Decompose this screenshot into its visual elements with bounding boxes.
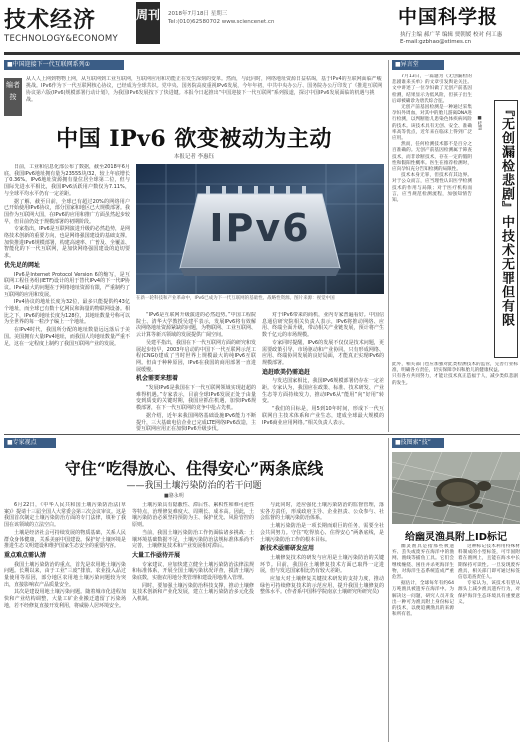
side-author: ■桂慧 <box>477 116 482 130</box>
editors-credits <box>400 32 520 46</box>
picture-feature <box>392 438 520 742</box>
paragraph: 只有各方共同努力，才能让技术真正造福于人，减少类似悲剧的发生。 <box>392 374 518 386</box>
article-column-2 <box>136 312 256 432</box>
paragraph: 土壤污染具有隐蔽性、滞后性、累积性和难可逆性等特点，治理修复难度大、周期长、成本高。因此，土壤污染防治必须坚持预防为主、保护优先、风险管控的原则。 <box>132 502 254 529</box>
main-article <box>4 60 384 432</box>
paragraph: 当前，我国土壤污染防治工作仍面临诸多挑战：土壤环境基础数据不足，土壤污染防治法规标准体系尚不完善，土壤修复技术和产业发展相对滞后。 <box>132 529 254 550</box>
paragraph: 其次是建设用地土壤污染问题。随着城市化进程加快和产业结构调整，大量工矿企业搬迁遗留了污染场地，若不经修复直接开发利用，将威胁人居环境安全。 <box>4 589 126 609</box>
issue-contact: Tel:(010)62580702 www.sciencenet.cn <box>168 19 275 25</box>
photo-label: IPv6 <box>209 206 311 250</box>
bottom-article <box>4 438 384 742</box>
side-vertical-title: 『无创漏检悲剧』中技术无罪但有限 <box>494 100 518 358</box>
article-column-3 <box>262 312 384 432</box>
column-divider <box>388 438 389 742</box>
masthead <box>0 0 524 52</box>
main-headline: 中国 IPv6 欲变被动为主动 <box>56 126 332 152</box>
editor-note: 从人人上网到物物上网，从互联网到工业互联网，互联网应用和功能正在发生深刻的变革。然而，与此同时，网络地址资源日益枯竭，基于IPv4的互联网面临严峻挑战。IPv6作为下一代互联网核心协议，已经成为全球共识。党中央、国务院高度重视IPv6发展，今年年初，中共中央办公厅、国务院办公厅印发了《推进互联网协议第六版(IPv6)规模部署行动计划》，为我国IPv6发展按下了快进键。本报今日起推出“中国迎接下一代互联网”系列报道，探讨中国IPv6发展面临的机遇与挑战。 <box>26 76 383 103</box>
issue-date: 2018年7月18日 星期三 <box>168 11 228 17</box>
paragraph: 技术本身无罪，但技术有其边界。对于公众而言，应当理性认识医学检测技术的作用与局限；对于医疗机构而言，应当规范检测流程，加强知情告知。 <box>392 173 472 204</box>
paragraph: 这种标记技术利用特殊材料制成的小型标签，可牢固附着在渔网上，且能在海水中长期保持可读性。一旦发现废弃渔具，相关部门即可通过标签信息追查责任人。 <box>458 544 520 581</box>
paragraph: 对于IPv6带来的商机，业内专家普遍看好。中国信息通信研究院相关负责人表示，IPv6将推动网络、应用、终端全面升级，带动相关产业链发展，预计将产生数千亿元的市场规模。 <box>262 312 384 339</box>
side-commentary-text-continued <box>392 362 518 430</box>
newspaper-logo: 中国科学报 <box>398 6 499 28</box>
paragraph: 据了解，截至目前，全球已有超过20%的网络用户已开始使用IPv6协议，部分国家和地区已大规模部署。我国作为互联网大国，在IPv6的应用和推广方面虽然起步较早，但目前仍处于规模部署的初期阶段。 <box>4 198 130 225</box>
section-english-title: TECHNOLOGY&ECONOMY <box>4 34 119 44</box>
paragraph: 6月22日，《中华人民共和国土壤污染防治法(草案)》提请十三届全国人大常委会第三次会议审议。这是我国首次制定土壤污染防治方面的专门法律，填补了我国在该领域的立法空白。 <box>4 502 126 529</box>
masthead-rule <box>4 52 520 55</box>
article-column-1 <box>4 164 130 432</box>
paragraph: 幽灵渔具是指那些被遗弃、丢失或废弃在海洋中的渔网、渔线等捕鱼工具。它们会继续缠绕、困住并杀死海洋生物，对海洋生态系统造成严重危害。 <box>392 544 454 581</box>
paragraph: 与此同时，还应强化土壤污染防治的监督管理，落实各方责任，形成政府主导、企业担责、公众参与、社会监督的土壤污染防治体系。 <box>260 502 384 522</box>
side-commentary <box>392 60 520 432</box>
side-tag: ■异言堂 <box>392 60 444 70</box>
picture-feature-text <box>392 544 520 740</box>
paragraph: IPv6是Internet Protocol Version 6的缩写，是互联网工程任务组(IETF)设计的用于替代IPv4的下一代IP协议。IPv4最大的问题在于网络地址资源有限，严重制约了互联网的应用和发展。 <box>4 271 130 298</box>
paragraph: “发展IPv6是我国在下一代互联网领域实现赶超的难得机遇。”专家表示，目前全球IPv6发展正处于由量变到质变的关键时期，我国应抓住机遇，加快IPv6规模部署，在下一代互联网的竞争中抢占先机。 <box>136 385 256 412</box>
paragraph: 日前，工业和信息化部公布了数据，截至2018年6月底，我国IPv6地址拥有量为23555块/32，较上年底增长了0.36%。IPv6地址资源拥有量位居全球第二位，但与国际先进水平相比，我国IPv6活跃用户数仅为7.11%，与全球平均水平仍有一定差距。 <box>4 164 130 197</box>
subheading: 大量工作亟待开展 <box>132 551 181 559</box>
bottom-column-1 <box>4 502 126 740</box>
paragraph: 与发达国家相比，我国IPv6规模部署仍存在一定差距。专家认为，我国应在政策、标准、技术研发、产业生态等方面持续发力，推动IPv6从“能用”向“好用”转变。 <box>262 378 384 405</box>
weekly-badge: 周刊 <box>136 2 160 44</box>
series-tag: ■中国迎接下一代互联网系列① <box>4 60 124 70</box>
subheading: 新技术亟需研发应用 <box>260 545 315 553</box>
bottom-tag: ■专家视点 <box>4 438 56 448</box>
column-divider <box>388 60 389 432</box>
bottom-headline: 守住“吃得放心、住得安心”两条底线 <box>64 459 324 478</box>
paragraph: 我国土壤污染防治的重点，首先是农用地土壤污染问题。长期以来，由于工业“三废”排放、农业投入品过量使用等原因，部分地区农用地土壤污染问题较为突出，直接影响农产品质量安全。 <box>4 561 126 588</box>
paragraph: 专家认为，该技术有望从源头上减少渔具遗弃行为，对保护海洋生态环境具有重要意义。 <box>458 581 520 605</box>
ipv6-photo <box>136 164 384 294</box>
paragraph: 据介绍，近年来我国网络基础设施IPv6能力不断提升，三大基础电信企业已完成LTE网络IPv6改造，主要互联网应用正在加快IPv6升级步伐。 <box>136 412 256 432</box>
subheading: 机会需要来想着 <box>136 375 179 383</box>
paragraph: “我们的目标是，用5到10年时间，形成下一代互联网自主技术体系和产业生态，建成全球最大规模的IPv6商业应用网络。”相关负责人表示。 <box>262 406 384 426</box>
issue-meta <box>168 10 274 26</box>
bottom-column-3 <box>260 502 384 740</box>
paragraph: “IPv6是互联网升级演进的必然趋势。”中国工程院院士、清华大学教授吴建平表示，发展IPv6将有效解决网络地址资源紧缺的问题，为物联网、工业互联网、云计算等新兴领域的发展提供广阔空间。 <box>136 312 256 339</box>
picture-feature-title: 给幽灵渔具附上ID标记 <box>404 532 508 543</box>
editor-note-label: 编者按 <box>4 78 22 116</box>
paragraph: 据估计，全球每年有约64万吨渔具被遗弃在海洋中。为解决这一问题，研究人员开发出一种可为渔具附上身份标记的技术，以便追溯渔具的来源和所有者。 <box>392 581 454 618</box>
main-byline: 本报记者 李惠钰 <box>173 154 215 160</box>
section-title: 技术经济 <box>4 7 97 33</box>
paragraph: 同时，要加强土壤污染防治科技支撑，推动土壤修复技术创新和产业化发展，建立土壤污染防治多元化投入机制。 <box>132 582 254 603</box>
paragraph: 专家指出，IPv6是互联网演进升级的必然趋势，是网络技术创新的重要方向，也是网络强国建设的基础支撑。加快推进IPv6规模部署，构建高速率、广普及、全覆盖、智能化的下一代互联网，是加快网络强国建设的迫切要求。 <box>4 226 130 260</box>
bottom-column-2 <box>132 502 254 740</box>
editors-line: 执行主编 郝广苹 编辑 贾朝媛 校对 何工惠 <box>400 32 503 38</box>
photo-caption: 在新一轮科技和产业革命中，IPv6已成为下一代互联网的基础性、战略性资源。图片来源：视觉中国 <box>136 296 335 301</box>
paragraph: 然而，任何检测技术都不是百分之百准确的。无创产前基因检测属于筛查技术，而非诊断技术，存在一定的假阴性和假阳性概率。医生在推荐检测时，应向孕妇充分告知检测的局限性。 <box>392 142 472 173</box>
subheading: 优先足的网址 <box>4 261 41 269</box>
paragraph: 7月13日，一篇题为《无创漏检的悲剧谁来买单》的文章引发舆论关注。文中讲述了一位孕妇做了无创产前基因检测，结果显示为低风险，但孩子出生后却被确诊为唐氏综合征。 <box>392 74 472 104</box>
paragraph: 专家建议，应加快建立健全土壤污染防治法律法规和标准体系，开展全国土壤污染状况详查，摸清土壤污染底数，实施农用地分类管理和建设用地准入管理。 <box>132 561 254 582</box>
paragraph: 在IPv4时代，我国所分配的地址数量远远落后于美国。美国拥有大量IPv4地址，而我国人均地址数量严重不足，这在一定程度上制约了我国互联网产业的发展。 <box>4 327 130 347</box>
subheading: 重点难点需认清 <box>4 551 47 559</box>
paragraph: IPv4协议的地址长度为32位，最多只能提供约43亿个地址，而全球已有数十亿网民和海量的物联网设备。相比之下，IPv6的地址长度为128位，其地址数量号称可以为全世界的每一粒沙子编上一个地址。 <box>4 299 130 326</box>
paragraph: 应加大对土壤修复关键技术研发的支持力度，推动绿色可持续修复技术的示范应用，提升我国土壤修复的整体水平。(作者系中国科学院南京土壤研究所研究员) <box>260 576 384 596</box>
paragraph: 无创产前基因检测是一种通过采集孕妇外周血，对其中的胎儿游离DNA进行检测，以判断胎儿患染色体疾病风险的技术。该技术具有无创、安全、准确率高等优点，近年来在临床上得到广泛应用。 <box>392 105 472 142</box>
paragraph: 专家同时提醒，IPv6的发展不仅仅是技术问题，更需要政策引导、市场驱动和产业协同。只有形成网络、应用、终端协同发展的良好局面，才能真正实现IPv6的规模部署。 <box>262 339 384 366</box>
paragraph: 此外，相关部门也应加强对此类检测技术的监管，完善行业标准，明确各方责任，切实保障孕妇和胎儿的健康权益。 <box>392 362 518 374</box>
editor-email: E-mail:gzbhao@stimes.cn <box>400 39 472 45</box>
bottom-byline: ■骆永明 <box>164 493 184 499</box>
ghost-gear-photo <box>392 452 520 524</box>
bottom-subheadline: ——我国土壤污染防治的若干问题 <box>126 481 262 491</box>
paragraph: 吴建平指出，我国在下一代互联网方面的研究和发展起步较早，2003年启动的中国下一代互联网示范工程(CNGI)建成了当时世界上规模最大的纯IPv6互联网。但由于种种原因，IPv6在我国的商用部署一直进展缓慢。 <box>136 339 256 373</box>
paragraph: 土壤污染防治是一项长期而艰巨的任务，需要全社会共同努力。守住“吃得放心、住得安心”两条底线，是土壤污染防治工作的根本目标。 <box>260 523 384 543</box>
section-divider <box>4 434 520 435</box>
paragraph: 土壤修复技术的研发与应用是土壤污染防治的关键环节。目前，我国在土壤修复技术方面已取得一定进展，但与发达国家相比仍有较大差距。 <box>260 554 384 575</box>
picture-feature-tag: ■技图索“技” <box>392 438 444 448</box>
paragraph: 土壤是经济社会可持续发展的物质基础，关系人民群众身体健康，关系美丽中国建设。保护好土壤环境是推进生态文明建设和维护国家生态安全的重要内容。 <box>4 529 126 550</box>
subheading: 追赶欧美仍需追赶 <box>262 368 311 376</box>
turtle-in-net-illustration <box>392 452 520 524</box>
